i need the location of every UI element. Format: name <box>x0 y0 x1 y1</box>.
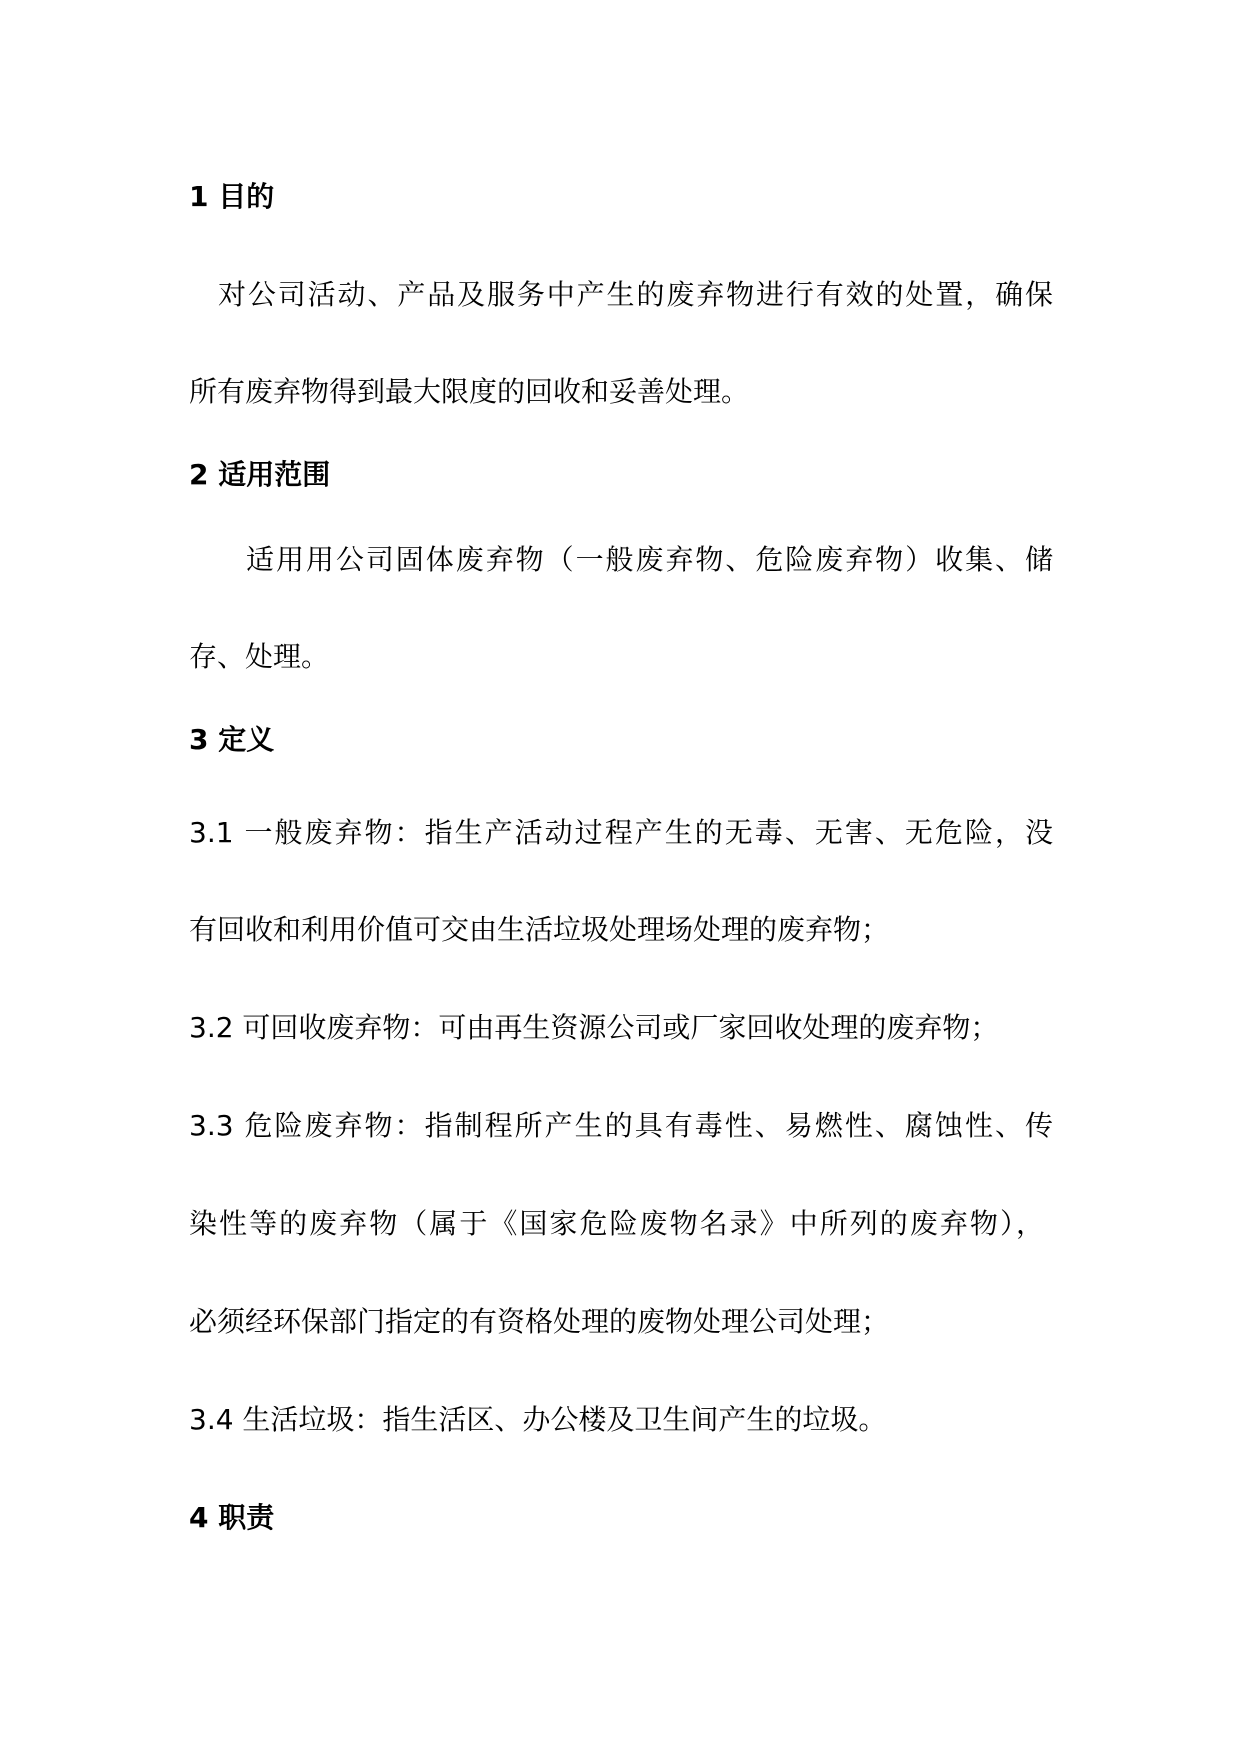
definition-3-3-line-1: 3.3 危险废弃物：指制程所产生的具有毒性、易燃性、腐蚀性、传 <box>189 1109 1053 1142</box>
section-2-paragraph-line-1: 适用用公司固体废弃物（一般废弃物、危险废弃物）收集、储 <box>246 543 1053 576</box>
section-2-paragraph-line-2: 存、处理。 <box>189 640 330 673</box>
section-1-paragraph-line-1: 对公司活动、产品及服务中产生的废弃物进行有效的处置，确保 <box>218 278 1053 311</box>
section-2-heading: 2 适用范围 <box>189 458 331 491</box>
section-1-heading: 1 目的 <box>189 180 275 213</box>
definition-3-3-line-2: 染性等的废弃物（属于《国家危险废物名录》中所列的废弃物）， <box>189 1207 1044 1240</box>
section-1-paragraph-line-2: 所有废弃物得到最大限度的回收和妥善处理。 <box>189 375 750 408</box>
definition-3-2: 3.2 可回收废弃物：可由再生资源公司或厂家回收处理的废弃物； <box>189 1011 999 1044</box>
section-3-heading: 3 定义 <box>189 723 275 756</box>
definition-3-3-line-3: 必须经环保部门指定的有资格处理的废物处理公司处理； <box>189 1305 890 1338</box>
definition-3-4: 3.4 生活垃圾：指生活区、办公楼及卫生间产生的垃圾。 <box>189 1403 887 1436</box>
section-4-heading: 4 职责 <box>189 1501 275 1534</box>
definition-3-1-line-1: 3.1 一般废弃物：指生产活动过程产生的无毒、无害、无危险，没 <box>189 816 1053 849</box>
definition-3-1-line-2: 有回收和利用价值可交由生活垃圾处理场处理的废弃物； <box>189 913 890 946</box>
